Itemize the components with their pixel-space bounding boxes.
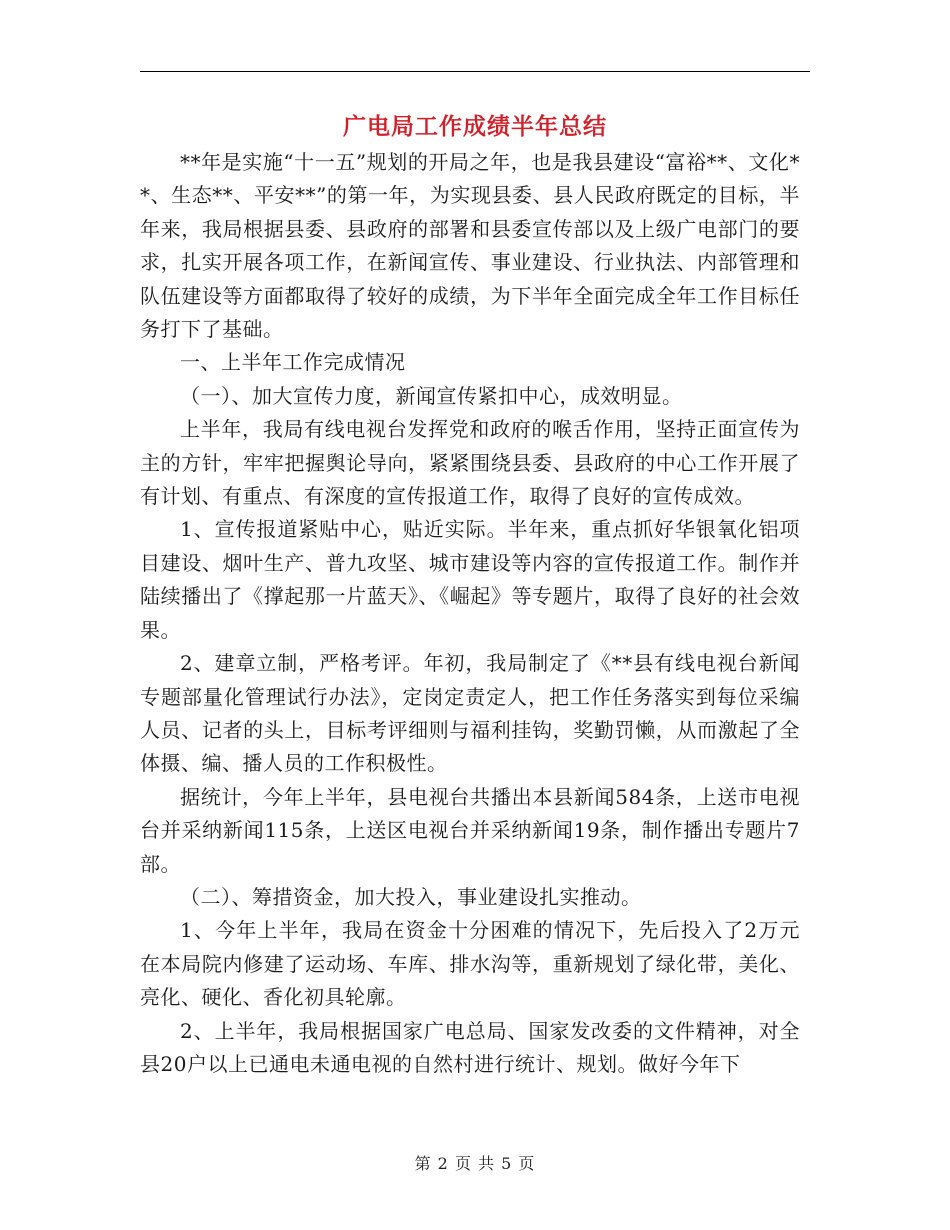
paragraph-statistics: 据统计，今年上半年，县电视台共播出本县新闻584条，上送市电视台并采纳新闻115条，上送区电视台并采纳新闻19条，制作播出专题片7部。 [140,784,800,876]
document-title: 广电局工作成绩半年总结 [343,113,607,140]
total-page-count: 5 [501,1154,513,1173]
paragraph-item-1: 1、宣传报道紧贴中心，贴近实际。半年来，重点抓好华银氧化铝项目建设、烟叶生产、普九攻坚、城市建设等内容的宣传报道工作。制作并陆续播出了《撑起那一片蓝天》、《崛起》等专题片，取得了良好的社会效果。 [140,517,800,642]
section-heading-1: 一、上半年工作完成情况 [180,350,406,375]
header-rule [140,71,810,72]
paragraph-item-2: 2、建章立制，严格考评。年初，我局制定了《**县有线电视台新闻专题部量化管理试行办法》，定岗定责定人，把工作任务落实到每位采编人员、记者的头上，目标考评细则与福利挂钩，奖勤罚懒，从而激起了全体摄、编、播人员的工作积极性。 [140,651,800,776]
paragraph-funding-1: 1、今年上半年，我局在资金十分困难的情况下，先后投入了2万元在本局院内修建了运动场、车库、排水沟等，重新规划了绿化带，美化、亮化、硬化、香化初具轮廓。 [140,918,800,1010]
subsection-heading-1: （一）、加大宣传力度，新闻宣传紧扣中心，成效明显。 [180,383,683,408]
page-footer [0,1153,950,1175]
paragraph-intro: **年是实施“十一五”规划的开局之年，也是我县建设“富裕**、文化**、生态**、平安**”的第一年，为实现县委、县人民政府既定的目标，半年来，我局根据县委、县政府的部署和县委宣传部以及上级广电部门的要求，扎实开展各项工作，在新闻宣传、事业建设、行业执法、内部管理和队伍建设等方面都取得了较好的成绩，为下半年全面完成全年工作目标任务打下了基础。 [140,150,800,342]
footer-middle: 页 共 [454,1154,496,1173]
document-body [140,146,800,1081]
current-page-number: 2 [437,1154,449,1173]
paragraph-funding-2: 2、上半年，我局根据国家广电总局、国家发改委的文件精神，对全县20户以上已通电未通电视的自然村进行统计、规划。做好今年下 [140,1018,800,1076]
paragraph-propaganda: 上半年，我局有线电视台发挥党和政府的喉舌作用，坚持正面宣传为主的方针，牢牢把握舆论导向，紧紧围绕县委、县政府的中心工作开展了有计划、有重点、有深度的宣传报道工作，取得了良好的宣传成效。 [140,417,800,509]
subsection-heading-2: （二）、筹措资金，加大投入，事业建设扎实推动。 [180,884,642,909]
footer-prefix: 第 [414,1154,432,1173]
footer-suffix: 页 [518,1154,536,1173]
